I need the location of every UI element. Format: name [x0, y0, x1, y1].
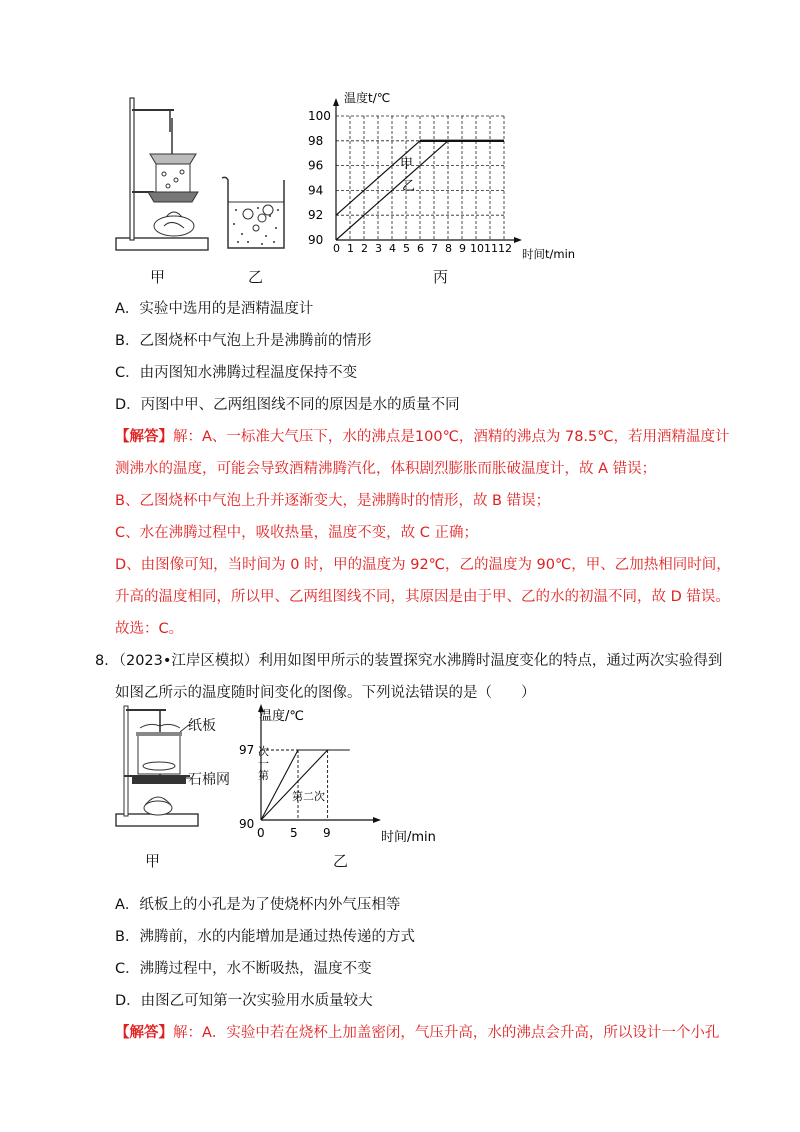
- q8-option-c: C．沸腾过程中，水不断吸热，温度不变: [115, 961, 372, 977]
- x-tick-label: 10: [470, 242, 484, 255]
- q8-option-b: B．沸腾前，水的内能增加是通过热传递的方式: [115, 929, 415, 945]
- figure-c-caption: 丙: [433, 268, 449, 286]
- x-tick-label: 4: [389, 242, 396, 255]
- q7-answer-line-1: 【解答】解：A、一标准大气压下，水的沸点是100℃，酒精的沸点为 78.5℃，若用酒精温度计: [115, 429, 730, 445]
- series-a-label: 甲: [400, 157, 414, 172]
- chart-x-label: 时间t/min: [522, 247, 576, 261]
- q7-answer-line-2: 测沸水的温度，可能会导致酒精沸腾汽化，体积剧烈膨胀而胀破温度计，故 A 错误；: [115, 461, 657, 477]
- q7-option-c: C．由丙图知水沸腾过程温度保持不变: [115, 365, 358, 381]
- q7-answer-line-4: C、水在沸腾过程中，吸收热量，温度不变，故 C 正确；: [115, 525, 478, 541]
- x-tick-label: 6: [417, 242, 424, 255]
- q8-stem-line-1: 8．（2023•江岸区模拟）利用如图甲所示的装置探究水沸腾时温度变化的特点，通过两次实验得到: [95, 653, 723, 669]
- temperature-chart-c: [300, 90, 600, 270]
- q8-x-tick-5: 5: [290, 826, 298, 840]
- q8-answer-tag: 【解答】: [115, 1025, 173, 1041]
- y-tick-label: 92: [308, 208, 324, 223]
- q7-option-a: A．实验中选用的是酒精温度计: [115, 301, 314, 317]
- x-tick-label: 11: [484, 242, 498, 255]
- q7-option-d: D．丙图中甲、乙两组图线不同的原因是水的质量不同: [115, 397, 460, 413]
- beaker-figure-b: [218, 172, 290, 254]
- y-tick-label: 90: [308, 233, 324, 247]
- q7-option-b: B．乙图烧杯中气泡上升是沸腾前的情形: [115, 333, 372, 349]
- q8-chart-x-label: 时间/min: [381, 830, 436, 845]
- x-tick-label: 1: [347, 242, 354, 255]
- q7-answer-line-3: B、乙图烧杯中气泡上升并逐渐变大，是沸腾时的情形，故 B 错误；: [115, 493, 551, 509]
- x-tick-label: 8: [445, 242, 452, 255]
- q8-option-a: A．纸板上的小孔是为了使烧杯内外气压相等: [115, 897, 401, 913]
- q8-x-axis-arrow-icon: [373, 817, 381, 823]
- q8-stem-line-2: 如图乙所示的温度随时间变化的图像。下列说法错误的是（ ）: [115, 685, 536, 701]
- figure-b-caption: 乙: [248, 268, 264, 286]
- q8-x-tick-0: 0: [257, 826, 265, 840]
- x-axis-arrow-icon: [514, 237, 522, 243]
- q8-option-d: D．由图乙可知第一次实验用水质量较大: [115, 993, 373, 1009]
- x-tick-label: 0: [333, 242, 340, 255]
- q8-first-series-label: 次 一 第: [258, 745, 269, 782]
- y-tick-label: 100: [308, 109, 331, 123]
- x-tick-label: 9: [459, 242, 466, 255]
- q7-answer-line-6: 升高的温度相同，所以甲、乙两组图线不同，其原因是由于甲、乙的水的初温不同，故 D 错误。: [115, 589, 730, 605]
- y-tick-label: 98: [308, 133, 324, 148]
- x-tick-label: 5: [403, 242, 410, 255]
- label-asbestos-gauze: 石棉网: [188, 772, 230, 788]
- y-axis-arrow-icon: [333, 98, 339, 106]
- q8-chart-y-label: 温度/℃: [259, 709, 304, 724]
- figure-a-caption: 甲: [150, 268, 166, 286]
- q7-answer-line-7: 故选：C。: [115, 621, 184, 637]
- q7-answer-tag: 【解答】: [115, 429, 173, 445]
- y-tick-label: 96: [308, 158, 324, 173]
- q8-y-tick-97: 97: [239, 743, 255, 757]
- x-tick-label: 2: [361, 242, 368, 255]
- chart-y-label: 温度t/℃: [344, 91, 391, 105]
- series-b-label: 乙: [402, 179, 416, 194]
- q8-figure-a-caption: 甲: [145, 852, 161, 870]
- x-tick-label: 7: [431, 242, 438, 255]
- q8-figure-b-caption: 乙: [333, 852, 349, 870]
- apparatus-figure-a: [112, 92, 216, 254]
- q8-x-tick-9: 9: [323, 826, 331, 840]
- label-paper-board: 纸板: [188, 718, 216, 734]
- y-tick-label: 94: [308, 183, 324, 198]
- x-tick-label: 3: [375, 242, 382, 255]
- q8-apparatus-figure: [110, 700, 250, 830]
- x-tick-label: 12: [498, 242, 512, 255]
- q8-y-tick-90: 90: [239, 817, 255, 831]
- q8-second-series-label: 第二次: [292, 790, 325, 803]
- q7-answer-line-5: D、由图像可知，当时间为 0 时，甲的温度为 92℃，乙的温度为 90℃，甲、乙加热相同时间，: [115, 557, 731, 573]
- q8-answer-line-1: 【解答】解：A．实验中若在烧杯上加盖密闭，气压升高，水的沸点会升高，所以设计一个小孔: [115, 1025, 720, 1041]
